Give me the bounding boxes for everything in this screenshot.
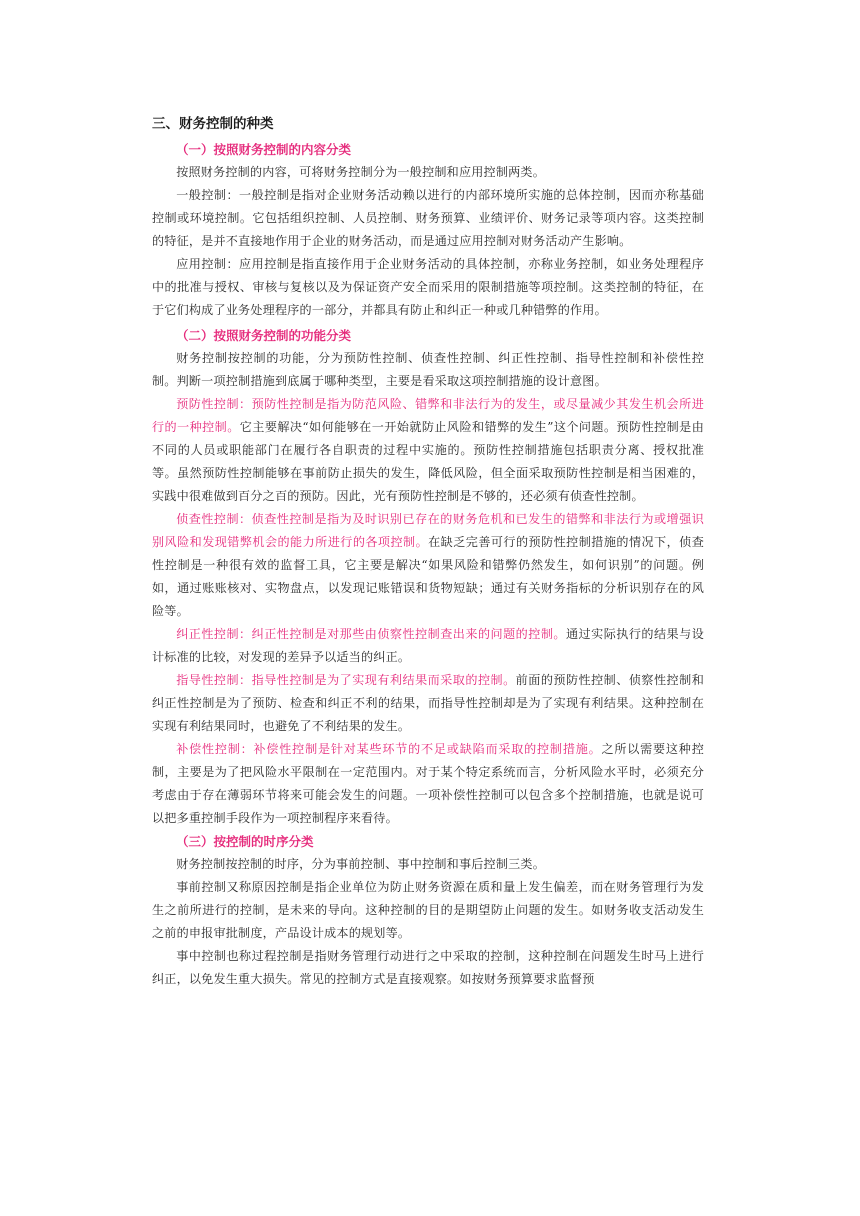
highlighted-definition: 指导性控制：指导性控制是为了实现有利结果而采取的控制。 xyxy=(176,673,516,687)
paragraph-compensating-control: 补偿性控制：补偿性控制是针对某些环节的不足或缺陷而采取的控制措施。之所以需要这种控制，主要是为了把风险水平限制在一定范围内。对于某个特定系统而言，分析风险水平时，必须充分考虑由于存在薄弱环节将来可能会发生的问题。一项补偿性控制可以包含多个控制措施，也就是说可以把多重控制手段作为一项控制程序来看待。 xyxy=(152,742,704,825)
paragraph-directive-control: 指导性控制：指导性控制是为了实现有利结果而采取的控制。前面的预防性控制、侦察性控制和纠正性控制是为了预防、检查和纠正不利的结果，而指导性控制却是为了实现有利结果。这种控制在实现有利结果同时，也避免了不利结果的发生。 xyxy=(152,673,704,733)
subsection-heading-timing: （三）按控制的时序分类 xyxy=(176,834,314,849)
paragraph: 一般控制：一般控制是指对企业财务活动赖以进行的内部环境所实施的总体控制，因而亦称基础控制或环境控制。它包括组织控制、人员控制、财务预算、业绩评价、财务记录等项内容。这类控制的特征，是并不直接地作用于企业的财务活动，而是通过应用控制对财务活动产生影响。 xyxy=(152,188,704,248)
paragraph: 财务控制按控制的功能，分为预防性控制、侦查性控制、纠正性控制、指导性控制和补偿性控制。判断一项控制措施到底属于哪种类型，主要是看采取这项控制措施的设计意图。 xyxy=(152,351,704,388)
paragraph-detective-control: 侦查性控制：侦查性控制是指为及时识别已存在的财务危机和已发生的错弊和非法行为或增强识别风险和发现错弊机会的能力所进行的各项控制。在缺乏完善可行的预防性控制措施的情况下，侦查性控制是一种很有效的监督工具，它主要是解决“如果风险和错弊仍然发生，如何识别”的问题。例如，通过账账核对、实物盘点，以发现记账错误和货物短缺；通过有关财务指标的分析识别存在的风险等。 xyxy=(152,512,704,618)
subsection-heading-function: （二）按照财务控制的功能分类 xyxy=(176,328,352,343)
paragraph: 财务控制按控制的时序，分为事前控制、事中控制和事后控制三类。 xyxy=(176,857,546,871)
highlighted-definition: 侦查性控制：侦查性控制是指为及时识别已存在的财务危机和已发生的错弊和非法行为或增强识别风险和发现错弊机会的能力所进行的各项控制。 xyxy=(152,512,704,549)
highlighted-definition: 纠正性控制：纠正性控制是对那些由侦察性控制查出来的问题的控制。 xyxy=(176,627,566,641)
paragraph-corrective-control: 纠正性控制：纠正性控制是对那些由侦察性控制查出来的问题的控制。通过实际执行的结果与设计标准的比较，对发现的差异予以适当的纠正。 xyxy=(152,627,704,664)
paragraph: 应用控制：应用控制是指直接作用于企业财务活动的具体控制，亦称业务控制，如业务处理程序中的批准与授权、审核与复核以及为保证资产安全而采用的限制措施等项控制。这类控制的特征，在于它们构成了业务处理程序的一部分，并都具有防止和纠正一种或几种错弊的作用。 xyxy=(152,257,704,317)
paragraph: 事中控制也称过程控制是指财务管理行动进行之中采取的控制，这种控制在问题发生时马上进行纠正，以免发生重大损失。常见的控制方式是直接观察。如按财务预算要求监督预 xyxy=(152,949,704,986)
paragraph: 按照财务控制的内容，可将财务控制分为一般控制和应用控制两类。 xyxy=(176,165,546,179)
subsection-heading-content: （一）按照财务控制的内容分类 xyxy=(176,142,352,157)
paragraph: 事前控制又称原因控制是指企业单位为防止财务资源在质和量上发生偏差，而在财务管理行为发生之前所进行的控制，是未来的导向。这种控制的目的是期望防止问题的发生。如财务收支活动发生之前的申报审批制度，产品设计成本的规划等。 xyxy=(152,880,704,940)
paragraph-preventive-control: 预防性控制：预防性控制是指为防范风险、错弊和非法行为的发生，或尽量减少其发生机会所进行的一种控制。它主要解决“如何能够在一开始就防止风险和错弊的发生”这个问题。预防性控制是由不同的人员或职能部门在履行各自职责的过程中实施的。预防性控制措施包括职责分离、授权批准等。虽然预防性控制能够在事前防止损失的发生，降低风险，但全面采取预防性控制是相当困难的，实践中很难做到百分之百的预防。因此，光有预防性控制是不够的，还必须有侦查性控制。 xyxy=(152,397,704,503)
section-title: 三、财务控制的种类 xyxy=(152,116,274,132)
highlighted-definition: 预防性控制：预防性控制是指为防范风险、错弊和非法行为的发生，或尽量减少其发生机会所进行的一种控制。 xyxy=(152,397,704,434)
highlighted-definition: 补偿性控制：补偿性控制是针对某些环节的不足或缺陷而采取的控制措施。 xyxy=(176,742,602,756)
document-body xyxy=(152,114,704,991)
